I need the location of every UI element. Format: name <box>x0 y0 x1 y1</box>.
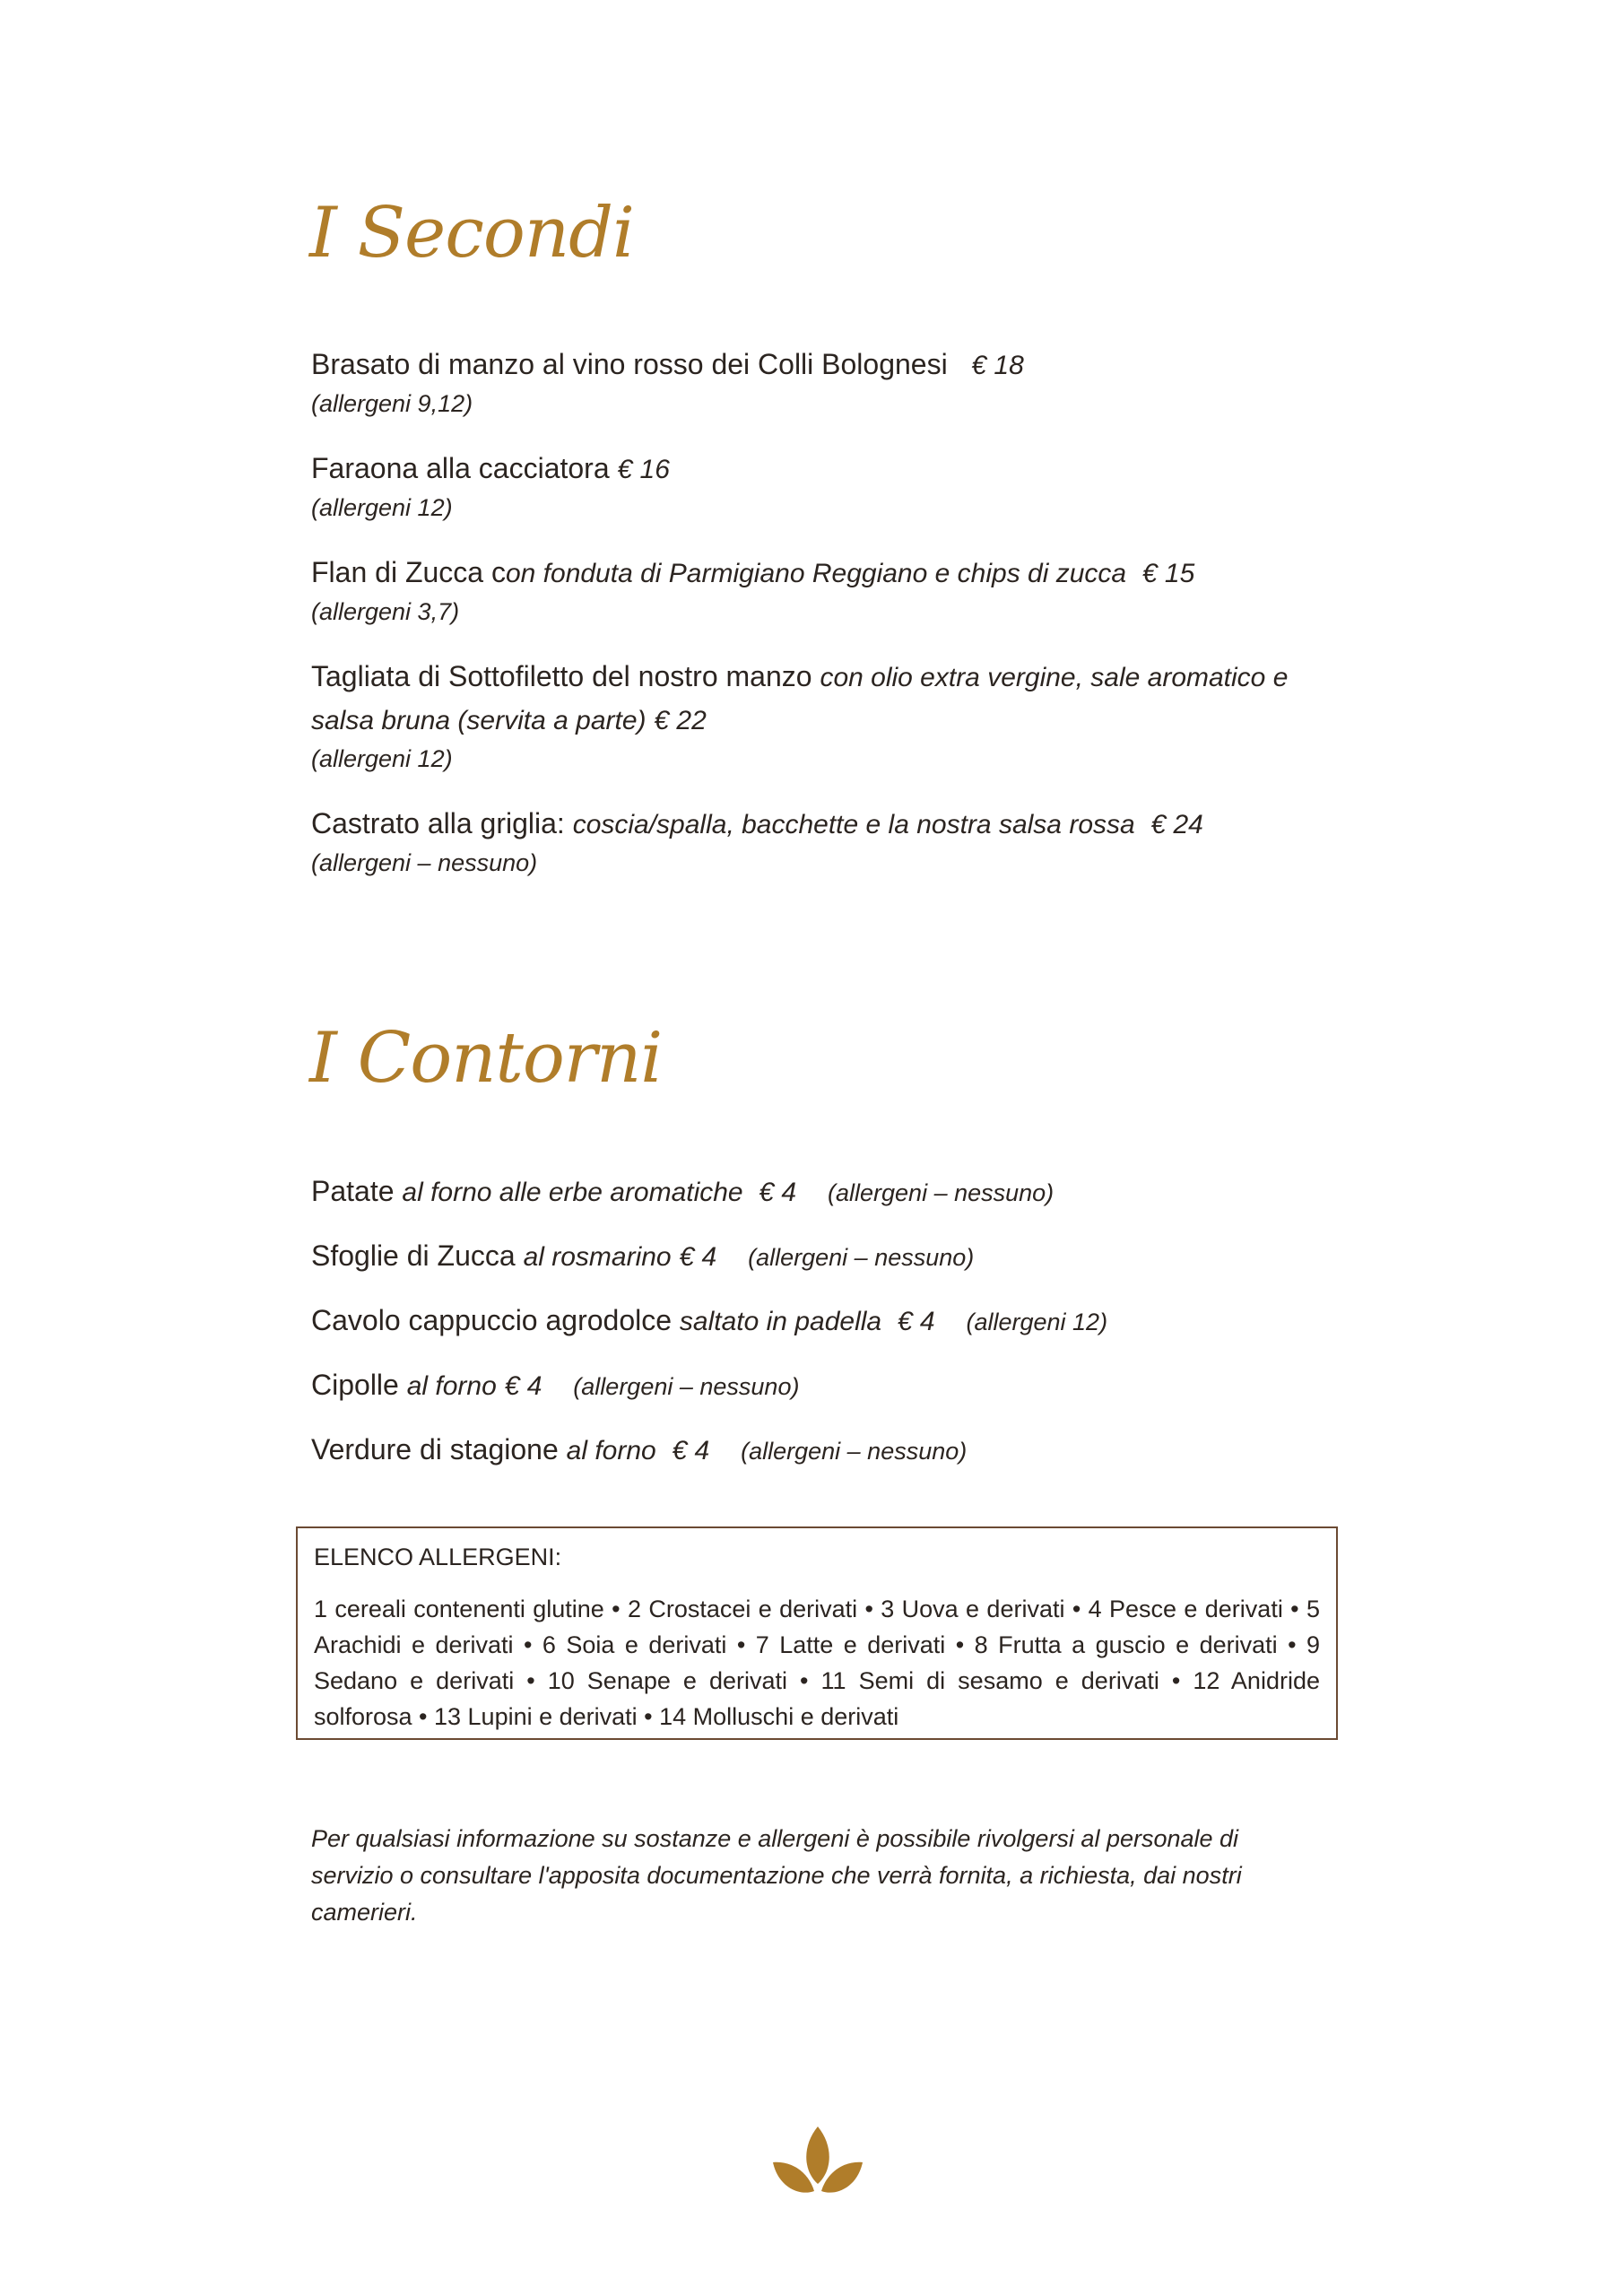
heading-contorni: I Contorni <box>309 1018 663 1099</box>
secondi-list <box>311 344 1342 907</box>
dish-price: € 24 <box>1150 810 1203 839</box>
dish-allergens: (allergeni 3,7) <box>311 598 460 625</box>
side-price: € 4 <box>504 1371 542 1401</box>
dish-name: Tagliata di Sottofiletto del nostro manzo <box>311 660 812 692</box>
side-price: € 4 <box>672 1436 710 1465</box>
side-price: € 4 <box>897 1307 935 1336</box>
three-petal-flower-icon <box>769 2121 866 2211</box>
dish-item <box>311 656 1342 776</box>
dish-description: on fonduta di Parmigiano Reggiano e chips di zucca <box>505 559 1127 588</box>
dish-allergens: (allergeni 12) <box>311 745 453 772</box>
dish-name: Flan di Zucca c <box>311 556 506 588</box>
side-price: € 4 <box>759 1178 797 1207</box>
side-allergens: (allergeni – nessuno) <box>741 1438 968 1465</box>
side-item <box>311 1300 1342 1343</box>
side-allergens: (allergeni – nessuno) <box>748 1244 975 1271</box>
allergen-info-note: Per qualsiasi informazione su sostanze e allergeni è possibile rivolgersi al personale di servizio o consultare l'apposita documentazione che verrà fornita, a richiesta, dai nostri camerieri. <box>311 1825 1242 1926</box>
side-description: al forno <box>406 1371 497 1401</box>
dish-name: Castrato alla griglia: <box>311 807 565 839</box>
dish-item <box>311 552 1342 629</box>
dish-item <box>311 448 1342 525</box>
side-item <box>311 1235 1342 1278</box>
side-allergens: (allergeni – nessuno) <box>828 1179 1055 1206</box>
side-name: Patate <box>311 1175 395 1207</box>
dish-item <box>311 344 1342 421</box>
side-price: € 4 <box>679 1242 717 1272</box>
side-name: Sfoglie di Zucca <box>311 1239 516 1272</box>
heading-secondi: I Secondi <box>309 193 634 274</box>
side-description: al rosmarino <box>523 1242 672 1272</box>
contorni-list <box>311 1170 1342 1493</box>
side-name: Verdure di stagione <box>311 1433 559 1465</box>
side-description: al forno alle erbe aromatiche <box>402 1178 743 1207</box>
dish-price: € 16 <box>617 455 670 484</box>
side-item <box>311 1364 1342 1407</box>
side-name: Cipolle <box>311 1369 399 1401</box>
dish-item <box>311 803 1342 880</box>
dish-description: coscia/spalla, bacchette e la nostra salsa rossa <box>572 810 1135 839</box>
side-item <box>311 1170 1342 1213</box>
dish-name: Faraona alla cacciatora <box>311 452 610 484</box>
side-name: Cavolo cappuccio agrodolce <box>311 1304 673 1336</box>
allergen-list-text: 1 cereali contenenti glutine • 2 Crostacei e derivati • 3 Uova e derivati • 4 Pesce e derivati • 5 Arachidi e derivati • 6 Soia e derivati • 7 Latte e derivati • 8 Frutta a guscio e derivati • 9 Sedano e derivati • 10 Senape e derivati • 11 Semi di sesamo e derivati • 12 Anidride solforosa • 13 Lupini e derivati • 14 Molluschi e derivati <box>314 1596 1320 1730</box>
side-item <box>311 1429 1342 1472</box>
dish-price: € 22 <box>654 706 707 735</box>
side-allergens: (allergeni – nessuno) <box>573 1373 800 1400</box>
dish-price: € 15 <box>1141 559 1195 588</box>
allergen-list-box <box>296 1526 1338 1740</box>
dish-allergens: (allergeni 12) <box>311 494 453 521</box>
dish-description: con olio extra vergine, sale aromatico e salsa bruna (servita a parte) <box>311 663 1289 735</box>
dish-allergens: (allergeni 9,12) <box>311 390 473 417</box>
dish-name: Brasato di manzo al vino rosso dei Colli Bolognesi <box>311 348 948 380</box>
side-description: al forno <box>566 1436 656 1465</box>
allergen-list-title: ELENCO ALLERGENI: <box>314 1544 562 1570</box>
side-description: saltato in padella <box>679 1307 882 1336</box>
dish-price: € 18 <box>971 351 1024 380</box>
side-allergens: (allergeni 12) <box>966 1309 1108 1335</box>
dish-allergens: (allergeni – nessuno) <box>311 849 538 876</box>
